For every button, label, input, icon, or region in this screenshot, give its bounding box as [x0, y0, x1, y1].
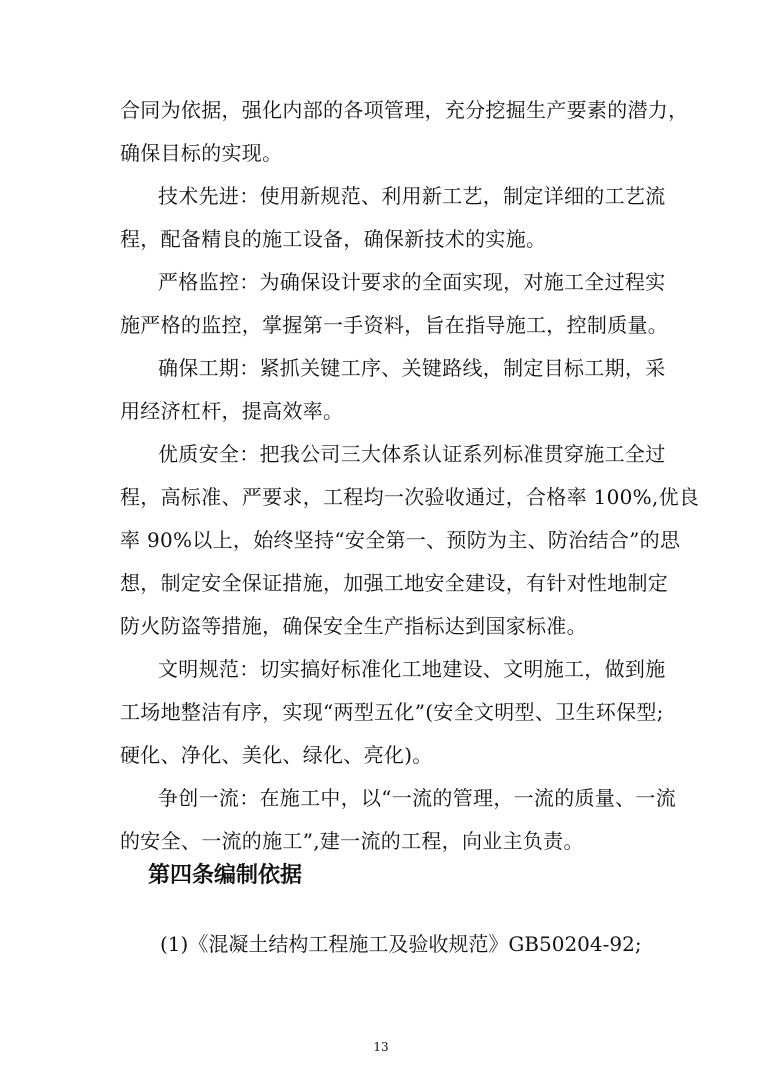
paragraph-line: 硬化、净化、美化、绿化、亮化)。	[120, 743, 433, 767]
page-number: 13	[373, 1040, 389, 1054]
reference-item: (1)《混凝土结构工程施工及验收规范》GB50204-92;	[160, 932, 642, 956]
paragraph-line: 严格监控：为确保设计要求的全面实现，对施工全过程实	[158, 270, 666, 294]
paragraph-line: 用经济杠杆，提高效率。	[120, 399, 344, 423]
paragraph-line: 争创一流：在施工中，以“一流的管理，一流的质量、一流	[158, 786, 677, 810]
paragraph-line: 优质安全：把我公司三大体系认证系列标准贯穿施工全过	[158, 442, 666, 466]
paragraph-line: 的安全、一流的施工”,建一流的工程，向业主负责。	[120, 829, 584, 853]
paragraph-line: 施严格的监控，掌握第一手资料，旨在指导施工，控制质量。	[120, 313, 669, 337]
section-heading: 第四条编制依据	[148, 863, 303, 888]
paragraph-line: 程，高标准、严要求，工程均一次验收通过，合格率 100%,优良	[120, 485, 700, 509]
paragraph-line: 确保目标的实现。	[120, 141, 283, 165]
paragraph-line: 想，制定安全保证措施，加强工地安全建设，有针对性地制定	[120, 571, 669, 595]
paragraph-line: 工场地整洁有序，实现“两型五化”(安全文明型、卫生环保型;	[120, 700, 664, 724]
paragraph-line: 程，配备精良的施工设备，确保新技术的实施。	[120, 227, 547, 251]
paragraph-line: 文明规范：切实搞好标准化工地建设、文明施工，做到施	[158, 657, 666, 681]
paragraph-line: 率 90%以上，始终坚持“安全第一、预防为主、防治结合”的思	[120, 528, 681, 552]
paragraph-line: 技术先进：使用新规范、利用新工艺，制定详细的工艺流	[158, 184, 666, 208]
paragraph-line: 防火防盗等措施，确保安全生产指标达到国家标准。	[120, 614, 587, 638]
paragraph-line: 确保工期：紧抓关键工序、关键路线，制定目标工期，采	[158, 356, 666, 380]
paragraph-line: 合同为依据，强化内部的各项管理，充分挖掘生产要素的潜力，	[120, 98, 689, 122]
